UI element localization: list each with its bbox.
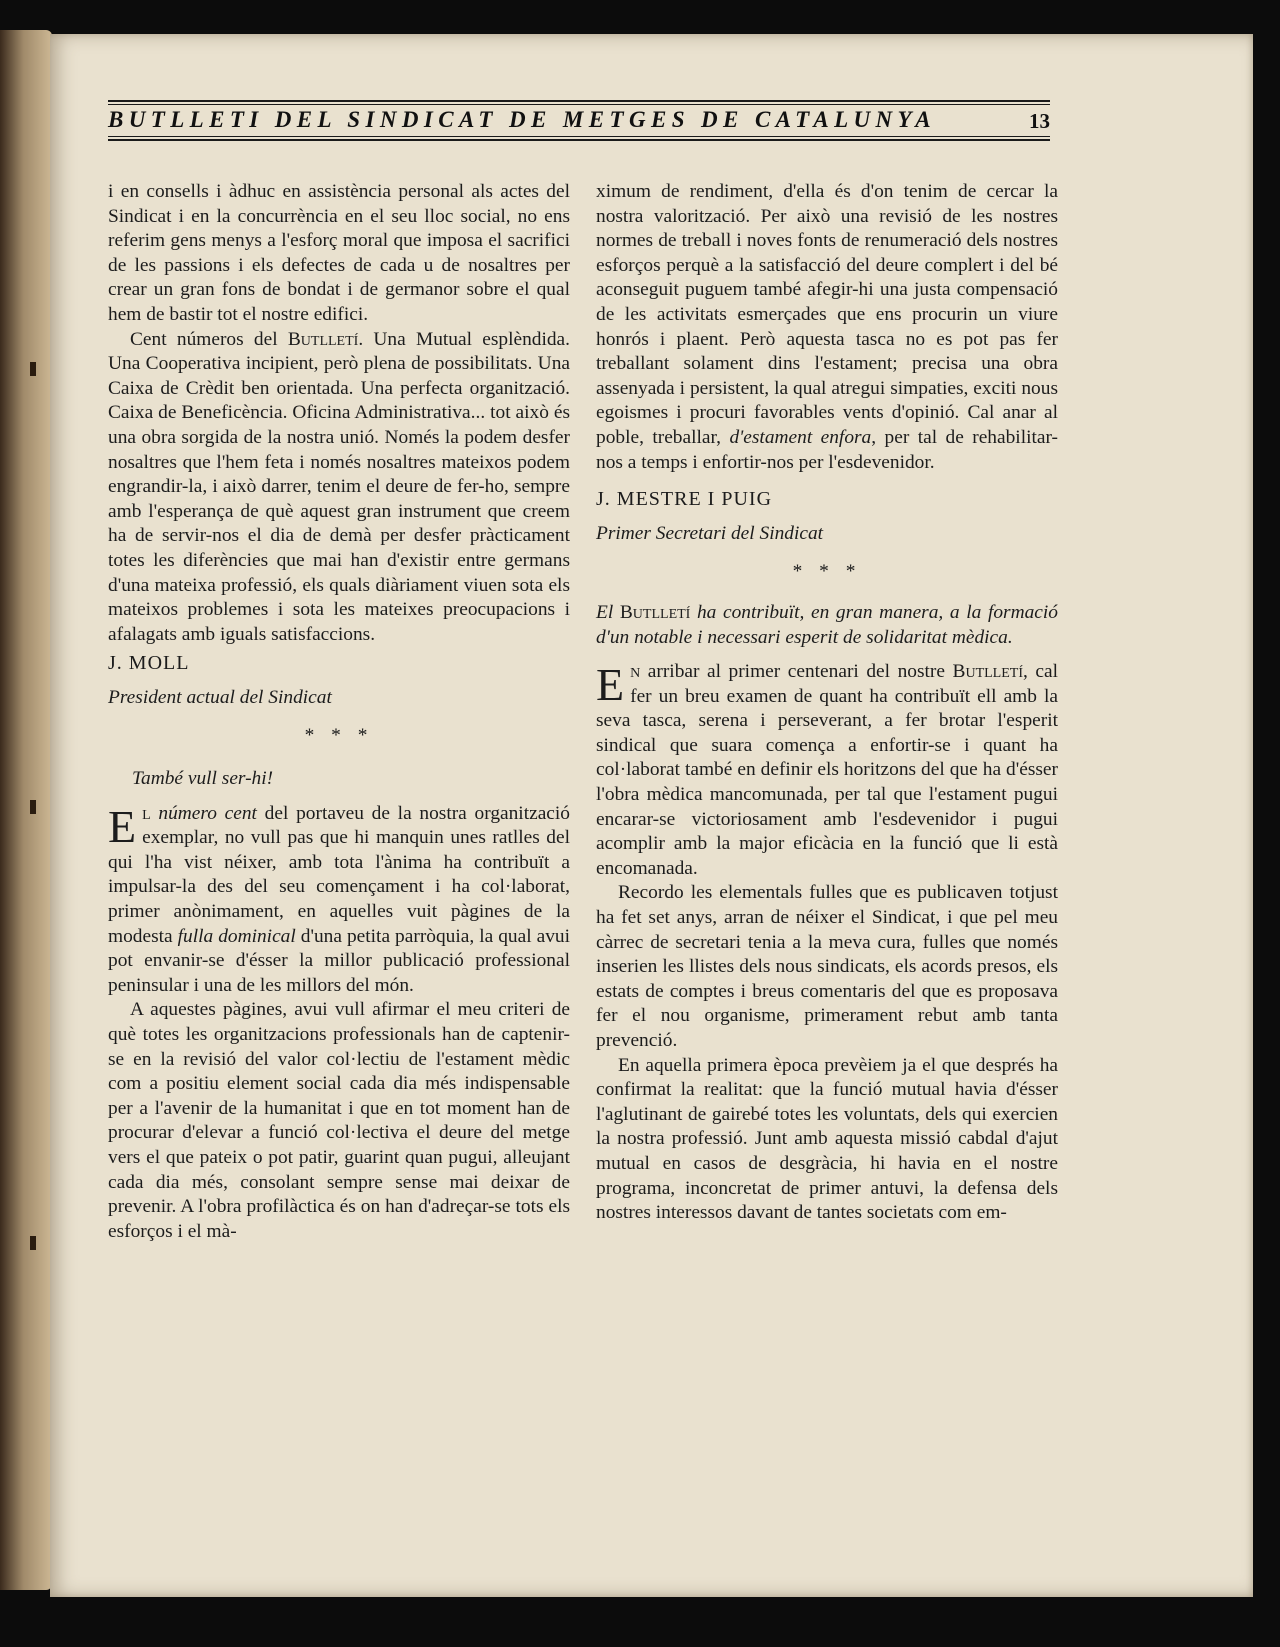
journal-name: Butlletí (619, 601, 691, 623)
paragraph (108, 802, 570, 999)
paragraph (596, 660, 1058, 881)
header-rule (108, 139, 1050, 141)
journal-name: Butlletí (952, 661, 1023, 683)
author-role: President actual del Sindicat (108, 686, 332, 708)
text: ximum de rendiment, d'ella és d'on tenim de cercar la nostra valorització. Per això una revisió de les nostres normes de treball i noves fonts de renumeració dels nostres esforços perquè a la satisfacció del deure complert i del bé aconseguit puguem també afegir-hi una justa compensació de les activitats esmerçades que ens procurin un viure honrós i plaent. Però aquesta tasca no es pot pas fer treballant solament dins l'estament; precisa una obra assenyada i persistent, la qual atregui simpaties, exciti nous egoismes i procuri favorables vents d'opinió. Cal anar al poble, treballar, (596, 181, 1058, 448)
article-subheading: També vull ser-hi! (132, 768, 274, 790)
section-divider: * * * (304, 725, 374, 747)
running-header (108, 64, 1050, 164)
margin-mark (30, 362, 36, 376)
author-role: Primer Secretari del Sindicat (596, 522, 824, 544)
section-divider: * * * (792, 561, 862, 583)
book-spine (0, 30, 52, 1590)
paragraph (596, 180, 1058, 475)
header-rule (108, 100, 1050, 102)
header-rule (108, 104, 1050, 105)
text: ha contribuït, en gran manera, a la formació d'un notable i necessari esperit de solidaritat mèdica. (596, 601, 1058, 648)
right-column (596, 180, 1058, 1226)
pull-quote (596, 601, 1058, 650)
margin-mark (30, 1236, 36, 1250)
paragraph (108, 328, 570, 648)
journal-name: Butlletí (287, 328, 359, 350)
drop-cap: E (108, 800, 137, 852)
paragraph: i en consells i àdhuc en assistència personal als actes del Sindicat i en la concurrència en el seu lloc social, no ens referim gens menys a l'esforç moral que imposa el sacrifici de les passions i els defectes de cada u de nosaltres per crear un gran fons de bondat i de germanor sobre el qual hem de bastir tot el nostre edifici. (108, 181, 570, 325)
emphasis: número cent (158, 802, 257, 824)
text: del portaveu de la nostra organització exemplar, no vull pas que hi manquin unes ratlles del qui l'ha vist néixer, amb tota l'ànima ha contribuït a impulsar-la des del seu començament i ha col·laborat, primer anònimament, en aquelles vuit pàgines de la modesta (108, 802, 570, 947)
paragraph: En aquella primera època prevèiem ja el que després ha confirmat la realitat: que la funció mutual havia d'ésser l'aglutinant de gairebé totes les voluntats, dels qui exercien la nostra professió. Junt amb aquesta missió cabdal d'ajut mutual en casos de desgràcia, hi havia en el nostre programa, inconcretat de primer antuvi, la defensa dels nostres interessos davant de tantes societats com em- (596, 1054, 1058, 1224)
text: . Una Mutual esplèndida. Una Cooperativa incipient, però plena de possibilitats. Una Caixa de Crèdit ben orientada. Una perfecta organització. Caixa de Beneficència. Oficina Administrativa... tot això és una obra sorgida de la nostra unió. Només la podem desfer nosaltres que l'hem feta i només nosaltres mateixos podem engrandir-la, i això darrer, tenim el deure de fer-ho, sempre amb l'esperança de què aquest gran instrument que creem ha de servir-nos el dia de demà per desfer pràcticament totes les diferències que mai han d'existir entre germans d'una mateixa professió, els quals diàriament viuen sota els mateixos problemes i sota les mateixes preocupacions i afalagats amb iguals satisfaccions. (108, 328, 570, 645)
drop-cap: E (596, 659, 625, 711)
spacer (596, 650, 1058, 660)
text: n (630, 661, 641, 683)
text: , cal fer un breu examen de quant ha contribuït ell amb la seva tasca, serena i perseverant, a fer brotar l'esperit sindical que suara comença a enfortir-se i quant ha col·laborat també en definir els horitzons del que ha d'ésser l'obra mèdica mancomunada, per tal que l'estament pugui encarar-se victoriosament amb l'esdevenidor i pugui acomplir amb la major eficàcia en la funció que li està encomanada. (596, 661, 1058, 879)
text: Cent números del (130, 328, 288, 350)
header-rule (108, 136, 1050, 137)
page-number: 13 (1029, 109, 1050, 133)
emphasis: d'estament enfora (729, 426, 872, 448)
paragraph: Recordo les elementals fulles que es publicaven totjust ha fet set anys, arran de néixer el Sindicat, i que pel meu càrrec de secretari tenia a la meva cura, fulles que només inserien les llistes dels nous sindicats, els acords presos, els estats de comptes i breus comentaris del que es proposava fer el nou organisme, primerament rebut amb tanta prevenció. (596, 882, 1058, 1051)
text: arribar al primer centenari del nostre (640, 661, 953, 683)
journal-title: BUTLLETI DEL SINDICAT DE METGES DE CATALUNYA (108, 107, 937, 132)
text: El (596, 601, 620, 623)
spacer (108, 792, 570, 802)
left-column (108, 180, 570, 1244)
author-signature: J. MESTRE I PUIG (596, 488, 773, 511)
emphasis: fulla dominical (177, 925, 296, 947)
text: l (142, 802, 151, 824)
margin-mark (30, 800, 36, 814)
text: , per tal de rehabilitar-nos a temps i enfortir-nos per l'esdevenidor. (596, 426, 1058, 473)
author-signature: J. MOLL (108, 652, 190, 675)
text: d'una petita parròquia, la qual avui pot envanir-se d'ésser la millor publicació professional peninsular i una de les millors del món. (108, 925, 570, 996)
paragraph: A aquestes pàgines, avui vull afirmar el meu criteri de què totes les organitzacions professionals han de captenir-se en la revisió del valor col·lectiu de l'estament mèdic com a positiu element social cada dia més indispensable per a l'avenir de la humanitat i que en tot moment han de procurar d'elevar a funció col·lectiva el deure del metge vers el que pateix o pot patir, guarint quan pugui, alleujant cada dia més, consolant sempre sense mai deixar de prevenir. A l'obra profilàctica és on han d'adreçar-se tots els esforços i el mà- (108, 999, 570, 1242)
